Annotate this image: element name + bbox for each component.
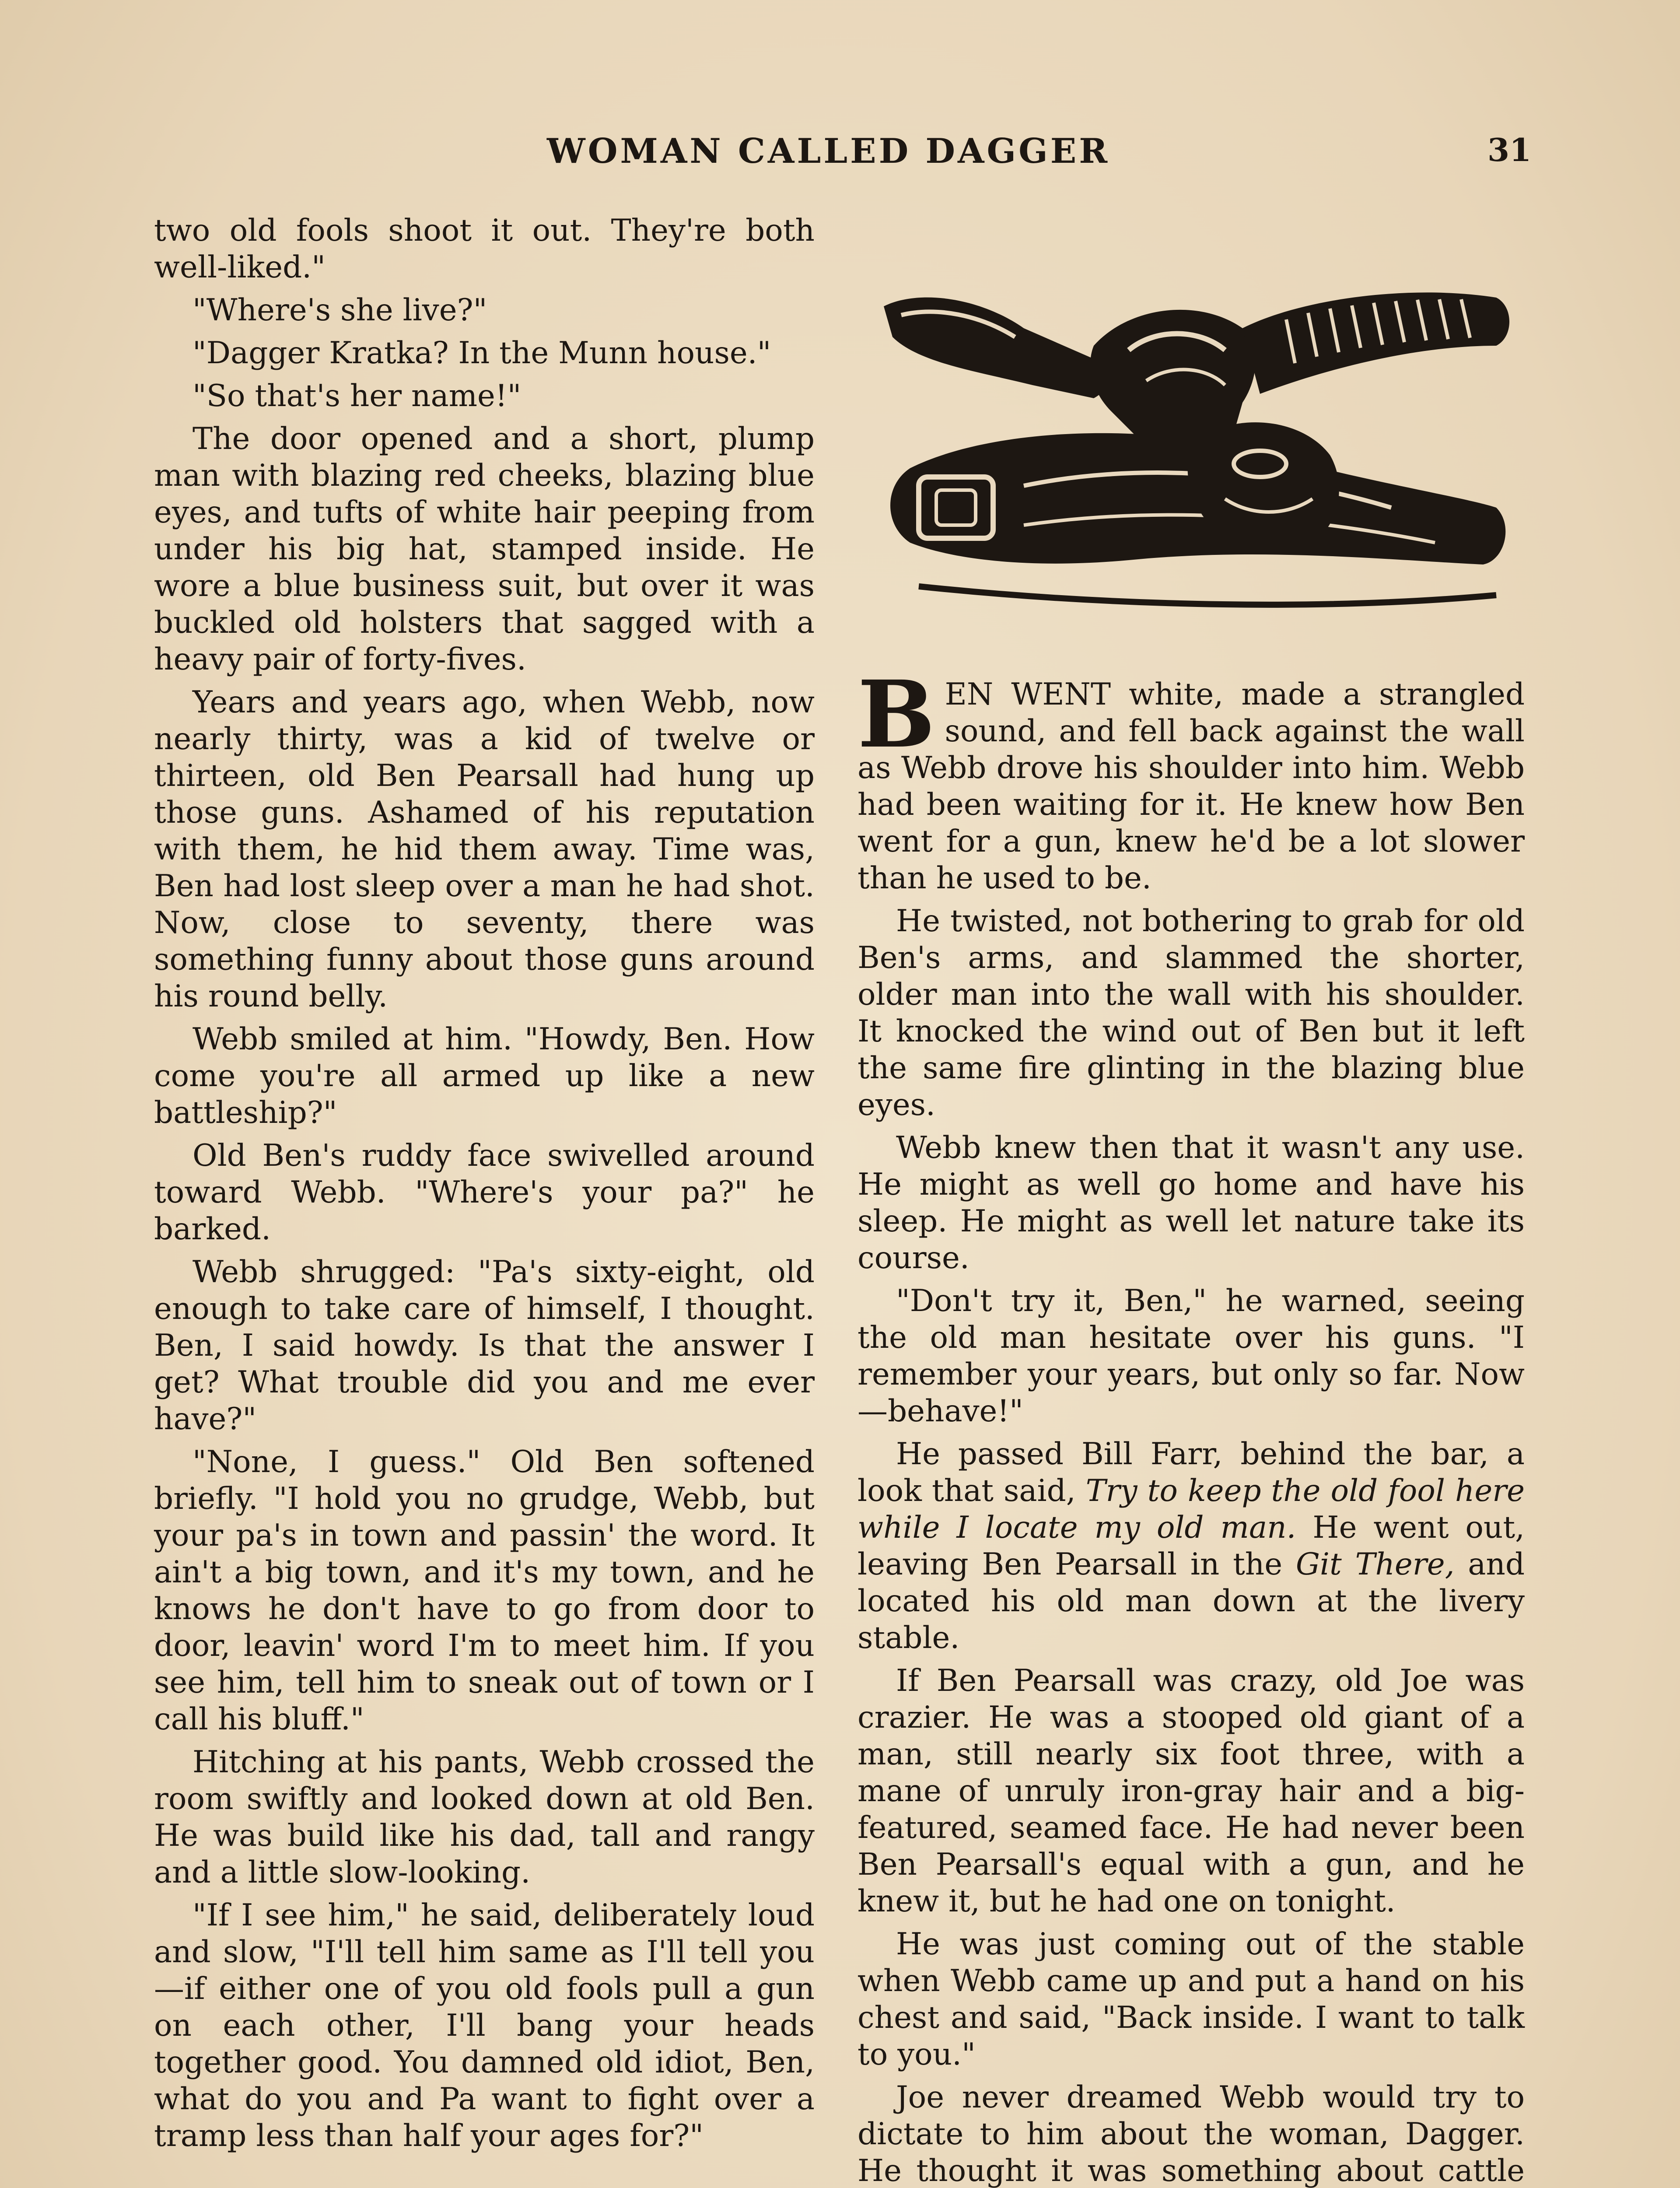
paragraph: He twisted, not bothering to grab for old Ben's arms, and slammed the shorter, older man into the wall with his shoulder. It knocked the wind out of Ben but it left the same fire glinting in the blazing blue eyes. bbox=[858, 904, 1525, 1122]
holster-icon bbox=[866, 280, 1522, 643]
paragraph: If Ben Pearsall was crazy, old Joe was crazier. He was a stooped old giant of a man, still nearly six foot three, with a mane of unruly iron-gray hair and a big-featured, seamed face. He had never been Ben Pearsall's equal with a gun, and he knew it, but he had one on tonight. bbox=[858, 1663, 1525, 1919]
paragraph: Webb knew then that it wasn't any use. He might as well go home and have his sleep. He might as well let nature take its course. bbox=[858, 1130, 1525, 1276]
paragraph: "If I see him," he said, deliberately loud and slow, "I'll tell him same as I'll tell you—if either one of you old fools pull a gun on each other, I'll bang your heads together good. You damned old idiot, Ben, what do you and Pa want to fight over a tramp less than half your ages for?" bbox=[154, 1898, 815, 2153]
paragraph: two old fools shoot it out. They're both well-liked." bbox=[154, 213, 815, 285]
paragraph: Years and years ago, when Webb, now nearly thirty, was a kid of twelve or thirteen, old Ben Pearsall had hung up those guns. Ashamed of his reputation with them, he hid them away. Time was, Ben had lost sleep over a man he had shot. Now, close to seventy, there was something funny about those guns around his round belly. bbox=[154, 685, 815, 1014]
paragraph: Webb smiled at him. "Howdy, Ben. How come you're all armed up like a new battleship?" bbox=[154, 1022, 815, 1130]
text-run: He passed Bill Farr, behind the bar, a look that said, bbox=[858, 1437, 1525, 1508]
paragraph: Hitching at his pants, Webb crossed the room swiftly and looked down at old Ben. He was build like his dad, tall and rangy and a little slow-looking. bbox=[154, 1745, 815, 1890]
saloon-name: Git There, bbox=[1295, 1547, 1455, 1582]
paragraph: He was just coming out of the stable when Webb came up and put a hand on his chest and said, "Back inside. I want to talk to you." bbox=[858, 1927, 1525, 2072]
paragraph bbox=[858, 1436, 1525, 1656]
paragraph: "None, I guess." Old Ben softened briefly. "I hold you no grudge, Webb, but your pa's in town and passin' the word. It ain't a big town, and it's my town, and he knows he don't have to go from door to door, leavin' word I'm to meet him. If you see him, tell him to sneak out of town or I call his bluff." bbox=[154, 1445, 815, 1737]
running-head-title: WOMAN CALLED DAGGER bbox=[547, 131, 1110, 171]
opening-paragraph bbox=[858, 660, 1525, 897]
paragraph: Webb shrugged: "Pa's sixty-eight, old enough to take care of himself, I thought. Ben, I said howdy. Is that the answer I get? What trouble did you and me ever have?" bbox=[154, 1255, 815, 1437]
left-text-column bbox=[154, 212, 815, 2160]
text-run: and located his old man down at the livery stable. bbox=[858, 1547, 1525, 1655]
paragraph: "Dagger Kratka? In the Munn house." bbox=[192, 336, 771, 371]
gun-belt-illustration bbox=[866, 280, 1522, 643]
paragraph: "Where's she live?" bbox=[192, 293, 487, 328]
paragraph: "So that's her name!" bbox=[192, 379, 522, 414]
italic-thought: Try to keep the old fool here while I locate my old man. bbox=[858, 1473, 1525, 1545]
drop-cap: B bbox=[858, 660, 935, 768]
text-run: He went out, leaving Ben Pearsall in the bbox=[858, 1510, 1525, 1582]
paragraph: Joe never dreamed Webb would try to dictate to him about the woman, Dagger. He thought it was something about cattle bbox=[858, 2080, 1525, 2188]
paragraph: Old Ben's ruddy face swivelled around toward Webb. "Where's your pa?" he barked. bbox=[154, 1138, 815, 1247]
paragraph: The door opened and a short, plump man with blazing red cheeks, blazing blue eyes, and tufts of white hair peeping from under his big hat, stamped inside. He wore a blue business suit, but over it was buckled old holsters that sagged with a heavy pair of forty-fives. bbox=[154, 421, 815, 677]
right-text-column bbox=[858, 660, 1525, 2188]
paragraph: "Don't try it, Ben," he warned, seeing the old man hesitate over his guns. "I remember your years, but only so far. Now—behave!" bbox=[858, 1283, 1525, 1429]
page-number: 31 bbox=[1488, 131, 1532, 168]
opening-text: EN WENT white, made a strangled sound, and fell back against the wall as Webb drove his shoulder into him. Webb had been waiting for it. He knew how Ben went for a gun, knew he'd be a lot slower than he used to be. bbox=[858, 677, 1525, 896]
